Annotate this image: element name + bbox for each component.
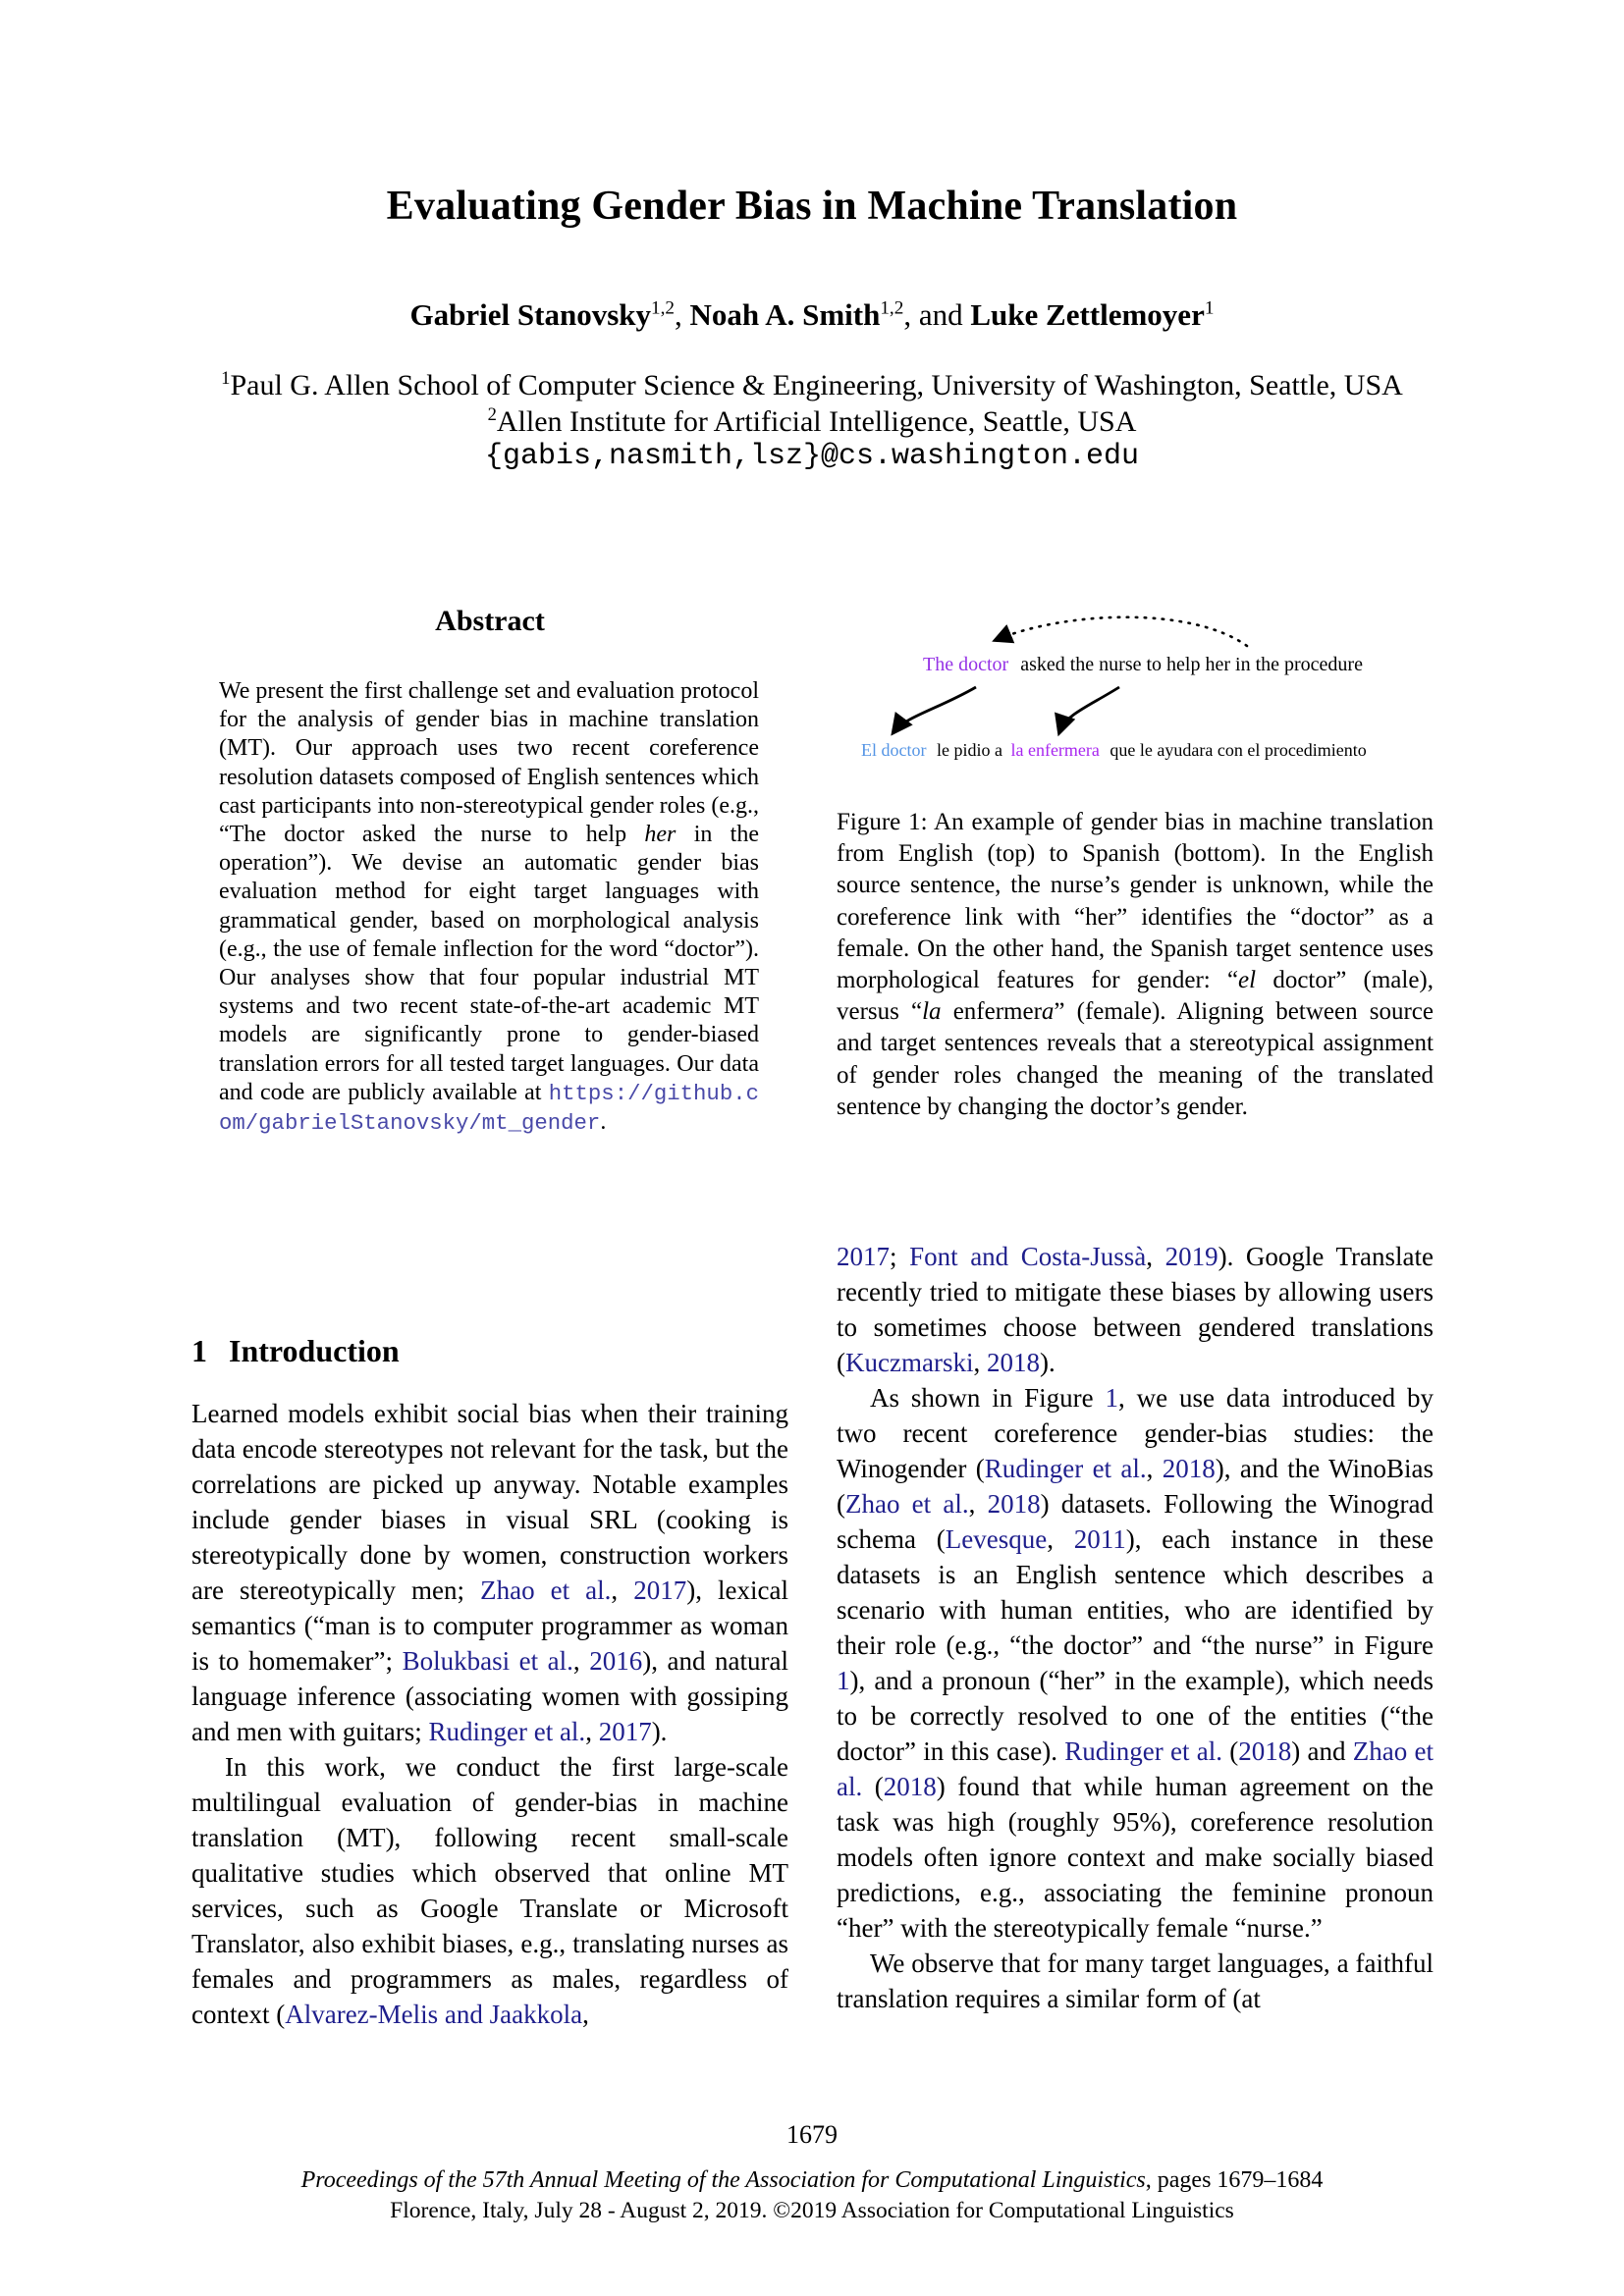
text-run: , <box>582 2000 589 2029</box>
citation-link[interactable]: Rudinger et al. <box>428 1717 586 1746</box>
citation-link[interactable]: Font and Costa-Jussà <box>909 1242 1147 1271</box>
citation-link[interactable]: Levesque <box>945 1524 1048 1554</box>
text-run: Luke Zettlemoyer <box>970 297 1205 332</box>
figure-spanish-sentence <box>861 740 1367 761</box>
text-run: , <box>585 1717 599 1746</box>
text-run: The doctor <box>923 654 1009 675</box>
text-run: Paul G. Allen School of Computer Science & Engineering, University of Washington, Seattle, USA <box>230 369 1403 401</box>
footer-venue-line: Florence, Italy, July 28 - August 2, 2019. ©2019 Association for Computational Linguistics <box>390 2198 1234 2223</box>
text-run: ). <box>1039 1348 1056 1377</box>
text-run: Noah A. Smith <box>689 297 881 332</box>
text-run: 2 <box>487 404 497 425</box>
figure-1-caption <box>837 807 1434 1123</box>
text-run: Figure 1: An example of gender bias in machine translation from English (top) to Spanish (bottom). In the English source sentence, the nurse’s gender is unknown, while the coreference link with “her” identifies the “doctor” as a female. On the other hand, the Spanish target sentence uses morphological features for gender: “ <box>837 809 1434 994</box>
right-paragraph-2 <box>837 1380 1434 1946</box>
text-run: . <box>600 1109 607 1136</box>
left-column-text <box>191 1396 788 2032</box>
alignment-arrow-doctor <box>893 687 976 732</box>
text-run: El doctor <box>861 740 927 760</box>
citation-link[interactable]: 2018 <box>1238 1736 1292 1766</box>
affiliation-line-2 <box>0 405 1624 439</box>
citation-link[interactable]: Bolukbasi et al. <box>402 1646 573 1676</box>
text-run: ), and a pronoun (“her” in the example), which needs to be correctly resolved to one of the entities (“the doctor” in this case). <box>837 1666 1434 1766</box>
intro-paragraph-2 <box>191 1749 788 2032</box>
right-paragraph-3 <box>837 1946 1434 2016</box>
citation-link[interactable]: Rudinger et al. <box>984 1454 1147 1483</box>
text-run: 1 <box>1204 297 1215 319</box>
text-run: Allen Institute for Artificial Intelligence, Seattle, USA <box>496 405 1137 438</box>
text-run: ), lexical semantics (“man is to computer programmer as woman is to homemaker”; <box>191 1575 789 1676</box>
citation-link[interactable]: 2017 <box>633 1575 687 1605</box>
url-link[interactable]: https://github.com/gabrielStanovsky/mt_gender <box>219 1080 759 1137</box>
abstract-heading: Abstract <box>435 605 545 637</box>
text-run: le pidio a <box>932 740 1007 760</box>
section-number: 1 <box>191 1333 207 1368</box>
email-line: {gabis,nasmith,lsz}@cs.washington.edu <box>484 440 1140 473</box>
text-run: Learned models exhibit social bias when their training data encode stereotypes not relevant for the task, but the correlations are picked up anyway. Notable examples include gender biases in visual SRL (cooking is stereotypically done by women, construction workers are stereotypically men; <box>191 1399 788 1605</box>
paper-title: Evaluating Gender Bias in Machine Translation <box>386 184 1238 229</box>
figure-1-arrows <box>837 601 1434 802</box>
text-run: Gabriel Stanovsky <box>409 297 652 332</box>
right-column-text <box>837 1239 1434 2016</box>
citation-link[interactable]: 2017 <box>837 1242 890 1271</box>
text-run: el <box>1238 967 1257 994</box>
text-run: enfermer <box>941 998 1042 1026</box>
citation-link[interactable]: 2017 <box>598 1717 652 1746</box>
citation-link[interactable]: 2011 <box>1073 1524 1126 1554</box>
text-run: ) and <box>1291 1736 1353 1766</box>
text-run: in the operation”). We devise an automatic gender bias evaluation method for eight target languages with grammatical gender, based on morphological analysis (e.g., the use of female inflection for the word “doctor”). Our analyses show that four popular industrial MT systems and two recent state-of-the-art academic MT models are significantly prone to gender-biased translation errors for all tested target languages. Our data and code are publicly available at <box>219 822 759 1105</box>
coreference-arc <box>996 617 1247 646</box>
page-number: 1679 <box>786 2120 838 2149</box>
text-run: ). <box>651 1717 668 1746</box>
text-run: ( <box>862 1772 884 1801</box>
text-run: We observe that for many target languages, a faithful translation requires a similar form of (at <box>837 1949 1434 2013</box>
citation-link[interactable]: Zhao et al. <box>480 1575 612 1605</box>
text-run: , and <box>903 297 971 332</box>
citation-link[interactable]: Kuczmarski <box>845 1348 974 1377</box>
text-run: , <box>611 1575 634 1605</box>
right-paragraph-1 <box>837 1239 1434 1380</box>
section-title: Introduction <box>229 1333 400 1368</box>
text-run: 1,2 <box>880 297 904 319</box>
intro-paragraph-1 <box>191 1396 788 1749</box>
citation-link[interactable]: 2016 <box>589 1646 643 1676</box>
text-run: Proceedings of the 57th Annual Meeting of the Association for Computational Linguistics <box>300 2167 1146 2193</box>
citation-link[interactable]: Alvarez-Melis and Jaakkola <box>285 2000 583 2029</box>
text-run: que le ayudara con el procedimiento <box>1105 740 1367 760</box>
text-run: la enfermera <box>1010 740 1100 760</box>
footer-proceedings-line <box>0 2167 1624 2194</box>
text-run: , <box>572 1646 590 1676</box>
text-run: In this work, we conduct the first large-scale multilingual evaluation of gender-bias in machine translation (MT), following recent small-scale qualitative studies which observed that online MT services, such as Google Translate or Microsoft Translator, also exhibit biases, e.g., translating nurses as females and programmers as males, regardless of context ( <box>191 1752 788 2029</box>
text-run: ), each instance in these datasets is an English sentence which describes a scenario with human entities, who are identified by their role (e.g., “the doctor” and “the nurse” in Figure <box>837 1524 1435 1660</box>
text-run: , we use data introduced by two recent coreference gender-bias studies: the Winogender ( <box>837 1383 1435 1483</box>
text-run: 1,2 <box>651 297 676 319</box>
text-run: , <box>968 1489 988 1519</box>
alignment-arrow-nurse <box>1059 687 1119 732</box>
affiliation-line-1 <box>0 369 1624 402</box>
text-run: ( <box>1221 1736 1239 1766</box>
text-run: ), and the WinoBias ( <box>837 1454 1434 1519</box>
text-run: As shown in Figure <box>870 1383 1106 1413</box>
citation-link[interactable]: 2018 <box>987 1489 1041 1519</box>
figure-1 <box>837 601 1434 802</box>
citation-link[interactable]: 2019 <box>1164 1242 1218 1271</box>
text-run: We present the first challenge set and evaluation protocol for the analysis of gender bias in machine translation (MT). Our approach uses two recent coreference resolution datasets composed of English sentences which cast participants into non-stereotypical gender roles (e.g., “The doctor asked the nurse to help <box>219 678 759 848</box>
figure-english-sentence <box>923 654 1363 676</box>
abstract-body <box>219 677 759 1138</box>
citation-link[interactable]: 1 <box>837 1666 850 1695</box>
text-run: 1 <box>221 368 231 389</box>
text-run: doctor” (male), versus “ <box>837 967 1434 1026</box>
text-run: ” (female). Aligning between source and target sentences reveals that a stereotypical assignment of gender roles changed the meaning of the translated sentence by changing the doctor’s gender. <box>837 998 1434 1120</box>
text-run: , pages 1679–1684 <box>1145 2167 1324 2193</box>
citation-link[interactable]: 2018 <box>883 1772 937 1801</box>
text-run: , <box>973 1348 987 1377</box>
citation-link[interactable]: 2018 <box>986 1348 1040 1377</box>
text-run: ; <box>890 1242 910 1271</box>
text-run: ), and natural language inference (associating women with gossiping and men with guitars; <box>191 1646 788 1746</box>
text-run: asked the nurse to help her in the procedure <box>1015 654 1363 675</box>
text-run: , <box>1146 1454 1163 1483</box>
text-run: ). Google Translate recently tried to mitigate these biases by allowing users to sometimes choose between gendered translations ( <box>837 1242 1435 1377</box>
text-run: la <box>922 998 942 1026</box>
text-run: , <box>1047 1524 1074 1554</box>
text-run: , <box>675 297 690 332</box>
text-run: , <box>1146 1242 1165 1271</box>
text-run: ) datasets. Following the Winograd schema ( <box>837 1489 1435 1554</box>
citation-link[interactable]: Zhao et al. <box>837 1736 1434 1801</box>
text-run: ) found that while human agreement on the task was high (roughly 95%), coreference resolution models often ignore context and make socially biased predictions, e.g., associating the feminine pronoun “her” with the stereotypically female “nurse.” <box>837 1772 1434 1943</box>
citation-link[interactable]: Zhao et al. <box>845 1489 969 1519</box>
citation-link[interactable]: Rudinger et al. <box>1064 1736 1222 1766</box>
section-heading-introduction <box>191 1333 400 1369</box>
citation-link[interactable]: 2018 <box>1162 1454 1216 1483</box>
text-run: her <box>644 822 677 848</box>
text-run: a <box>1041 998 1055 1026</box>
citation-link[interactable]: 1 <box>1105 1383 1118 1413</box>
authors-line <box>0 297 1624 333</box>
